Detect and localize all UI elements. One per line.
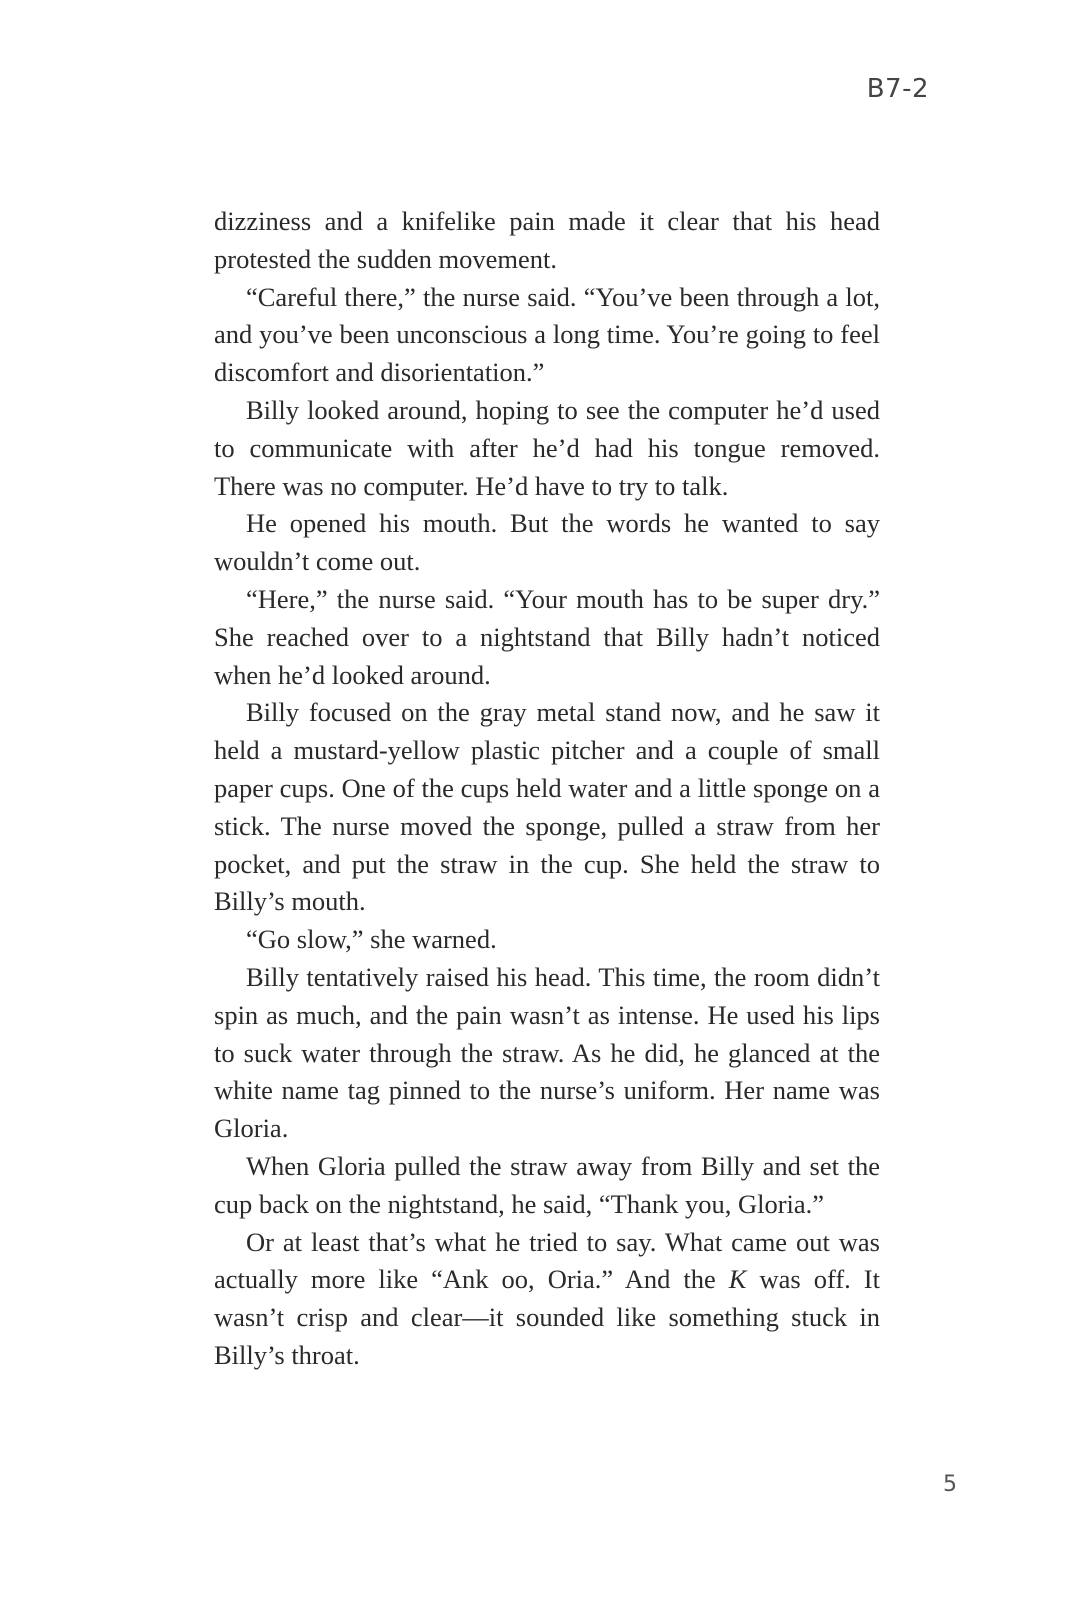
paragraph: Billy tentatively raised his head. This time, the room didn’t spin as much, and the pain wasn’t as intense. He used his lips to suck water through the straw. As he did, he glanced at the white name tag pinned to the nurse’s uniform. Her name was Gloria.: [214, 961, 880, 1144]
paragraph: He opened his mouth. But the words he wanted to say wouldn’t come out.: [214, 508, 880, 577]
paragraph: “Go slow,” she warned.: [246, 924, 497, 955]
paragraph: dizziness and a knifelike pain made it clear that his head protested the sudden movement.: [214, 206, 880, 274]
page-number: 5: [943, 1472, 957, 1497]
body-text: [214, 203, 880, 1375]
paragraph: Billy looked around, hoping to see the computer he’d used to communicate with after he’d had his tongue removed. There was no computer. He’d have to try to talk.: [214, 394, 880, 501]
paragraph-text: was off. It wasn’t crisp and clear—it sounded like something stuck in Billy’s throat.: [214, 1264, 880, 1370]
paragraph-text: Or at least that’s what he tried to say. What came out was actually more like “Ank oo, Oria.” And the: [214, 1226, 880, 1295]
paragraph: “Careful there,” the nurse said. “You’ve been through a lot, and you’ve been unconscious a long time. You’re going to feel discomfort and disorientation.”: [214, 281, 880, 388]
paragraph: When Gloria pulled the straw away from Billy and set the cup back on the nightstand, he said, “Thank you, Gloria.”: [214, 1150, 880, 1219]
emphasis-letter: K: [728, 1264, 747, 1295]
section-label: B7-2: [866, 74, 929, 104]
paragraph: “Here,” the nurse said. “Your mouth has to be super dry.” She reached over to a nightstand that Billy hadn’t noticed when he’d looked around.: [214, 583, 880, 690]
paragraph: [214, 1224, 880, 1375]
paragraph: Billy focused on the gray metal stand now, and he saw it held a mustard-yellow plastic pitcher and a couple of small paper cups. One of the cups held water and a little sponge on a stick. The nurse moved the sponge, pulled a straw from her pocket, and put the straw in the cup. She held the straw to Billy’s mouth.: [214, 697, 880, 917]
